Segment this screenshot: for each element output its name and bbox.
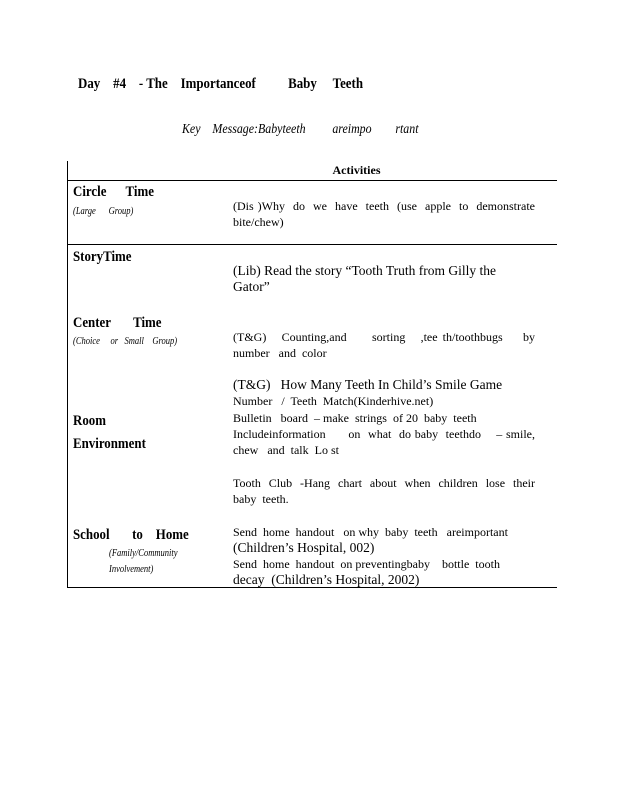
- key-message: Key Message:Babyteeth areimpo rtant: [182, 122, 419, 137]
- header-divider: [67, 180, 557, 181]
- document-title: Day #4 - The Importanceof Baby Teeth: [78, 76, 364, 92]
- activity-school-1a: Send home handout on why baby teeth areimportant: [233, 525, 508, 539]
- activity-storytime: (Lib) Read the story “Tooth Truth from Gilly the Gator”: [233, 263, 497, 294]
- row-label-school-to-home: School to Home: [73, 527, 189, 543]
- activity-school-2a: Send home handout on preventingbaby bottle tooth: [233, 557, 500, 571]
- activity-circle-time: (Dis )Why do we have teeth (use apple to demonstrate bite/chew): [233, 199, 538, 229]
- table-left-border: [67, 161, 68, 588]
- activity-school-1b: (Children’s Hospital, 002): [233, 540, 375, 555]
- activity-room-3: Bulletin board – make strings of 20 baby teeth: [233, 411, 477, 425]
- row-label-circle-time: Circle Time: [73, 184, 154, 200]
- activity-room-1: (T&G) How Many Teeth In Child’s Smile Game: [233, 377, 503, 392]
- row-sublabel-circle-time: (Large Group): [73, 206, 134, 217]
- activity-school-2b: decay (Children’s Hospital, 2002): [233, 572, 420, 587]
- activity-room-4: Includeinformation on what do baby teethdo – smile, chew and talk Lo st: [233, 427, 538, 457]
- row-sublabel-involvement: Involvement): [109, 564, 154, 575]
- activity-center-time: (T&G) Counting,and sorting ,tee th/toothbugs by number and color: [233, 330, 538, 360]
- row-sublabel-center-time: (Choice or Small Group): [73, 336, 178, 347]
- row-label-storytime: StoryTime: [73, 249, 132, 265]
- row-sublabel-family: (Family/Community: [109, 548, 178, 559]
- activity-room-2: Number / Teeth Match(Kinderhive.net): [233, 394, 434, 408]
- row-label-environment: Environment: [73, 436, 146, 452]
- activities-header: Activities: [332, 163, 381, 177]
- row-divider: [67, 244, 557, 245]
- activity-room-5: Tooth Club -Hang chart about when children lose their baby teeth.: [233, 476, 538, 506]
- row-label-center-time: Center Time: [73, 315, 162, 331]
- row-label-room: Room: [73, 413, 106, 429]
